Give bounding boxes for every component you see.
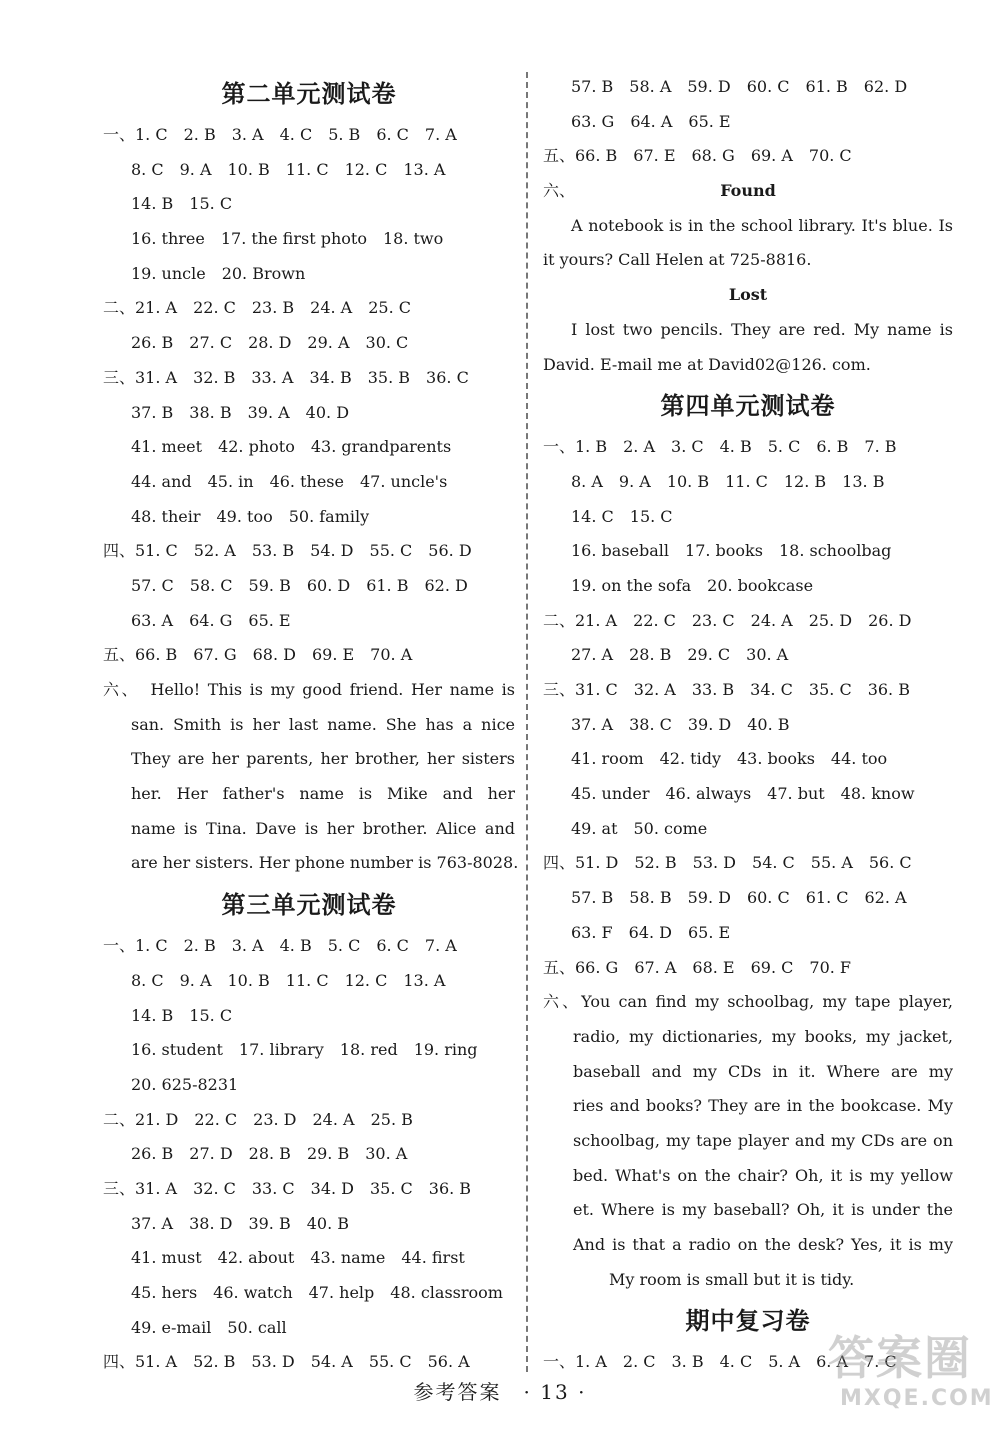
- unit3-title: 第三单元测试卷: [221, 890, 397, 920]
- watermark-main: 答案圈: [828, 1331, 972, 1385]
- answer-line: 57. C 58. C 59. B 60. D 61. B 62. D: [131, 575, 468, 595]
- answer-line: 45. under 46. always 47. but 48. know: [571, 784, 915, 804]
- found-heading-line: [543, 174, 953, 209]
- answer-line: 16. baseball 17. books 18. schoolbag: [571, 541, 892, 561]
- answer-line: 8. C 9. A 10. B 11. C 12. C 13. A: [131, 159, 446, 179]
- answer-line: 14. C 15. C: [571, 506, 673, 526]
- passage-line: 六、You can find my schoolbag, my tape player,: [543, 992, 953, 1012]
- answer-line: 14. B 15. C: [131, 194, 233, 214]
- right-column: [543, 70, 953, 1380]
- passage-line: san. Smith is her last name. She has a nice: [131, 714, 515, 734]
- unit2-answers: [103, 118, 519, 881]
- answer-line: 37. B 38. B 39. A 40. D: [131, 402, 350, 422]
- answer-line: 二、21. D 22. C 23. D 24. A 25. B: [103, 1109, 413, 1129]
- answer-line: 14. B 15. C: [131, 1005, 233, 1025]
- left-column: [103, 70, 519, 1380]
- answer-line: 26. B 27. D 28. B 29. B 30. A: [131, 1144, 408, 1164]
- passage-line: et. Where is my baseball? Oh, it is under the: [573, 1200, 953, 1220]
- answer-line: 37. A 38. D 39. B 40. B: [131, 1213, 350, 1233]
- passage-line: bed. What's on the chair? Oh, it is my yellow: [573, 1165, 953, 1185]
- passage-line: radio, my dictionaries, my books, my jacket,: [573, 1026, 953, 1046]
- watermark-sub: MXQE.COM: [840, 1386, 994, 1411]
- passage-line: her. Her father's name is Mike and her: [131, 784, 515, 804]
- page-footer: 参考答案 · 13 ·: [413, 1380, 587, 1404]
- answer-line: 一、1. B 2. A 3. C 4. B 5. C 6. B 7. B: [543, 437, 897, 457]
- answer-line: 48. their 49. too 50. family: [131, 506, 370, 526]
- answer-line: 三、31. A 32. C 33. C 34. D 35. C 36. B: [103, 1178, 472, 1198]
- column-divider: [526, 72, 528, 1372]
- answer-line: 41. meet 42. photo 43. grandparents: [131, 437, 452, 457]
- found-text: A notebook is in the school library. It's blue. Is: [571, 215, 953, 235]
- passage-line: are her sisters. Her phone number is 763-8028.: [131, 853, 519, 873]
- passage-line: ries and books? They are in the bookcase. My: [573, 1096, 953, 1116]
- answer-line: 49. at 50. come: [571, 818, 708, 838]
- answer-line: 16. student 17. library 18. red 19. ring: [131, 1040, 478, 1060]
- answer-line: 26. B 27. C 28. D 29. A 30. C: [131, 333, 409, 353]
- passage-line: baseball and my CDs in it. Where are my: [573, 1061, 953, 1081]
- passage-line: name is Tina. Dave is her brother. Alice and: [131, 818, 515, 838]
- answer-line: 37. A 38. C 39. D 40. B: [571, 714, 790, 734]
- answer-line: 五、66. B 67. E 68. G 69. A 70. C: [543, 146, 852, 166]
- answer-line: 27. A 28. B 29. C 30. A: [571, 645, 789, 665]
- unit3-answers: [103, 929, 515, 1380]
- answer-line: 44. and 45. in 46. these 47. uncle's: [131, 471, 448, 491]
- found-text: it yours? Call Helen at 725-8816.: [543, 250, 812, 270]
- section-six-prefix: 六、: [543, 181, 576, 201]
- answer-line: 16. three 17. the first photo 18. two: [131, 229, 444, 249]
- unit4-answers: [543, 430, 953, 1297]
- answer-line: 63. A 64. G 65. E: [131, 610, 291, 630]
- midterm-title: 期中复习卷: [685, 1306, 811, 1336]
- watermark-logo: [828, 1330, 994, 1440]
- answer-line: 四、51. C 52. A 53. B 54. D 55. C 56. D: [103, 541, 472, 561]
- unit3-continued: [543, 70, 953, 382]
- answer-line: 三、31. C 32. A 33. B 34. C 35. C 36. B: [543, 680, 910, 699]
- answer-line: 57. B 58. B 59. D 60. C 61. C 62. A: [571, 888, 907, 908]
- passage-line: And is that a radio on the desk? Yes, it is my: [573, 1235, 953, 1254]
- passage-line: They are her parents, her brother, her sisters: [131, 749, 515, 769]
- answer-line: 41. must 42. about 43. name 44. first: [131, 1248, 465, 1268]
- answer-line: 二、21. A 22. C 23. C 24. A 25. D 26. D: [543, 610, 912, 630]
- passage-line: schoolbag, my tape player and my CDs are on: [573, 1130, 953, 1150]
- unit4-title: 第四单元测试卷: [660, 391, 836, 421]
- answer-line: 一、1. C 2. B 3. A 4. C 5. B 6. C 7. A: [103, 125, 457, 144]
- answer-line: 63. F 64. D 65. E: [571, 922, 731, 942]
- answer-line: 49. e-mail 50. call: [131, 1317, 287, 1337]
- lost-text: David. E-mail me at David02@126. com.: [543, 354, 871, 374]
- answer-line: 四、51. A 52. B 53. D 54. A 55. C 56. A: [103, 1352, 470, 1372]
- lost-text: I lost two pencils. They are red. My name is: [571, 319, 953, 339]
- lost-title: Lost: [728, 285, 768, 305]
- answer-line: 19. on the sofa 20. bookcase: [571, 575, 814, 595]
- answer-line: 三、31. A 32. B 33. A 34. B 35. B 36. C: [103, 367, 469, 387]
- answer-line: 20. 625-8231: [131, 1074, 239, 1094]
- answer-line: 41. room 42. tidy 43. books 44. too: [571, 749, 888, 769]
- unit2-title: 第二单元测试卷: [221, 79, 397, 108]
- answer-line: 四、51. D 52. B 53. D 54. C 55. A 56. C: [543, 853, 912, 873]
- answer-line: 一、1. C 2. B 3. A 4. B 5. C 6. C 7. A: [103, 936, 457, 956]
- answer-line: 一、1. A 2. C 3. B 4. C 5. A 6. A 7. C: [543, 1352, 897, 1372]
- answer-line: 8. A 9. A 10. B 11. C 12. B 13. B: [571, 471, 885, 491]
- answer-line: 五、66. B 67. G 68. D 69. E 70. A: [103, 645, 413, 665]
- found-title: Found: [720, 181, 776, 201]
- answer-line: 45. hers 46. watch 47. help 48. classroom: [131, 1283, 503, 1302]
- passage-line: 六、 Hello! This is my good friend. Her name is: [103, 680, 515, 699]
- answer-line: 8. C 9. A 10. B 11. C 12. C 13. A: [131, 970, 446, 990]
- answer-line: 19. uncle 20. Brown: [131, 263, 306, 283]
- answer-line: 二、21. A 22. C 23. B 24. A 25. C: [103, 298, 412, 318]
- answer-line: 57. B 58. A 59. D 60. C 61. B 62. D: [571, 77, 908, 96]
- answer-line: 63. G 64. A 65. E: [571, 111, 731, 131]
- passage-line: My room is small but it is tidy.: [609, 1269, 855, 1289]
- answer-line: 五、66. G 67. A 68. E 69. C 70. F: [543, 957, 852, 977]
